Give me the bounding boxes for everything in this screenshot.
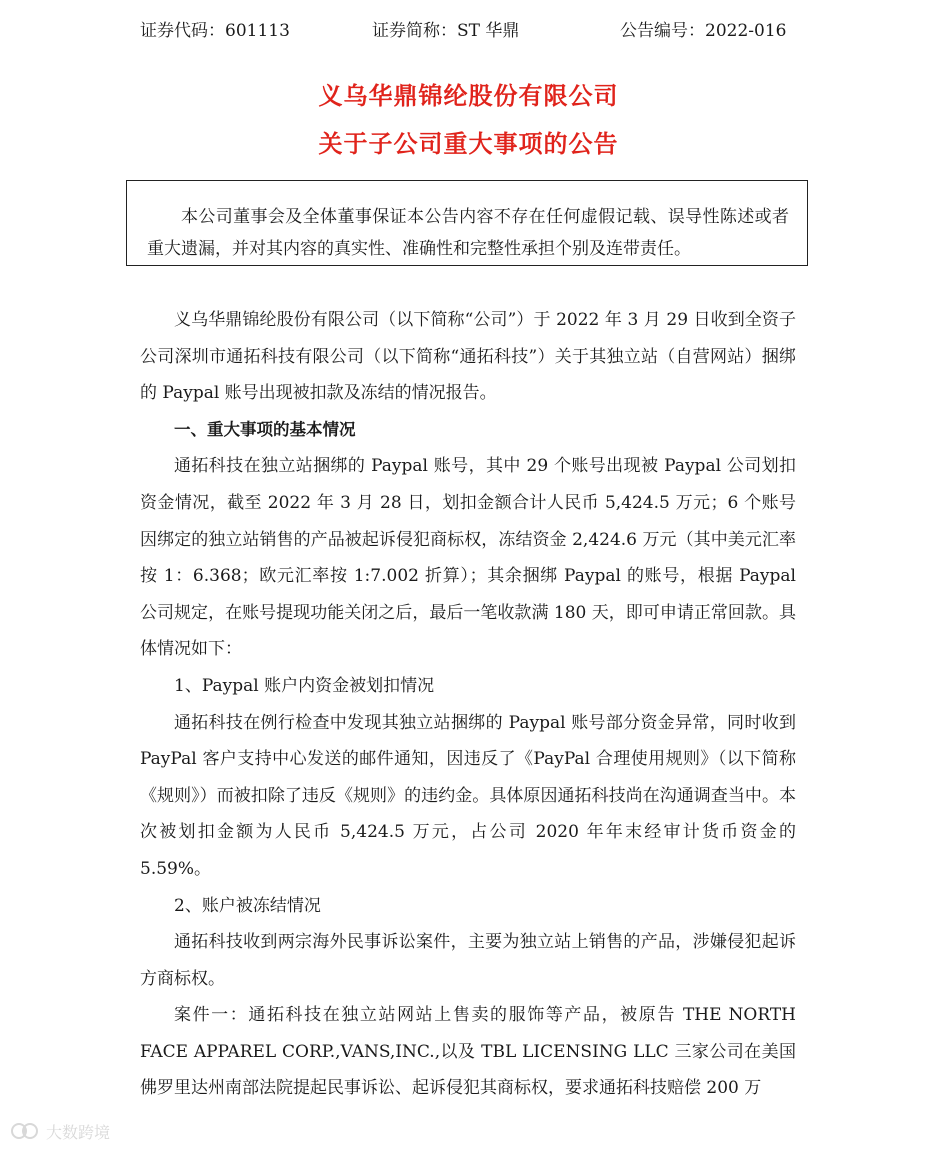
announcement-title: 关于子公司重大事项的公告 [318, 130, 619, 158]
intro-paragraph: 义乌华鼎锦纶股份有限公司（以下简称“公司”）于 2022 年 3 月 29 日收到全资子公司深圳市通拓科技有限公司（以下简称“通拓科技”）关于其独立站（自营网站）捆绑的 Paypal 账号出现被扣款及冻结的情况报告。 [140, 310, 796, 404]
announcement-body [140, 302, 796, 1107]
board-statement-text: 本公司董事会及全体董事保证本公告内容不存在任何虚假记载、误导性陈述或者重大遗漏，并对其内容的真实性、准确性和完整性承担个别及连带责任。 [147, 207, 789, 259]
fund-deduction-paragraph: 通拓科技在例行检查中发现其独立站捆绑的 Paypal 账号部分资金异常，同时收到 PayPal 客户支持中心发送的邮件通知，因违反了《PayPal 合理使用规则》（以下简称《规则》）而被扣除了违反《规则》的违约金。具体原因通拓科技尚在沟通调查当中。本次被划扣金额为人民币 5,424.5 万元，占公司 2020 年年末经审计货币资金的 5.59%。 [140, 712, 796, 879]
watermark [10, 1118, 110, 1144]
watermark-logo-icon [10, 1120, 40, 1142]
lawsuit-paragraph: 通拓科技收到两宗海外民事诉讼案件，主要为独立站上销售的产品，涉嫌侵犯起诉方商标权。 [140, 932, 796, 989]
subheading-account-frozen: 2、账户被冻结情况 [174, 895, 321, 916]
basic-situation-paragraph: 通拓科技在独立站捆绑的 Paypal 账号，其中 29 个账号出现被 Paypal 公司划扣资金情况，截至 2022 年 3 月 28 日，划扣金额合计人民币 5,424.5 万元；6 个账号因绑定的独立站销售的产品被起诉侵犯商标权，冻结资金 2,424.6 万元（其中美元汇率按 1：6.368；欧元汇率按 1:7.002 折算）；其余捆绑 Paypal 的账号，根据 Paypal 公司规定，在账号提现功能关闭之后，最后一笔收款满 180 天，即可申请正常回款。具体情况如下： [140, 456, 796, 660]
securities-abbreviation: 证券简称：ST 华鼎 [372, 21, 520, 41]
securities-code: 证券代码：601113 [140, 21, 290, 41]
board-statement-box [126, 180, 808, 266]
announcement-header [0, 16, 937, 44]
company-title: 义乌华鼎锦纶股份有限公司 [318, 82, 619, 110]
section-heading-1: 一、重大事项的基本情况 [174, 419, 356, 439]
subheading-fund-deduction: 1、Paypal 账户内资金被划扣情况 [174, 675, 435, 696]
watermark-text: 大数跨境 [46, 1122, 111, 1142]
announcement-number: 公告编号：2022-016 [620, 21, 787, 41]
case-one-paragraph: 案件一：通拓科技在独立站网站上售卖的服饰等产品，被原告 THE NORTH FACE APPAREL CORP.,VANS,INC.,以及 TBL LICENSING LLC 三家公司在美国佛罗里达州南部法院提起民事诉讼、起诉侵犯其商标权，要求通拓科技赔偿 200 万 [140, 1005, 796, 1099]
